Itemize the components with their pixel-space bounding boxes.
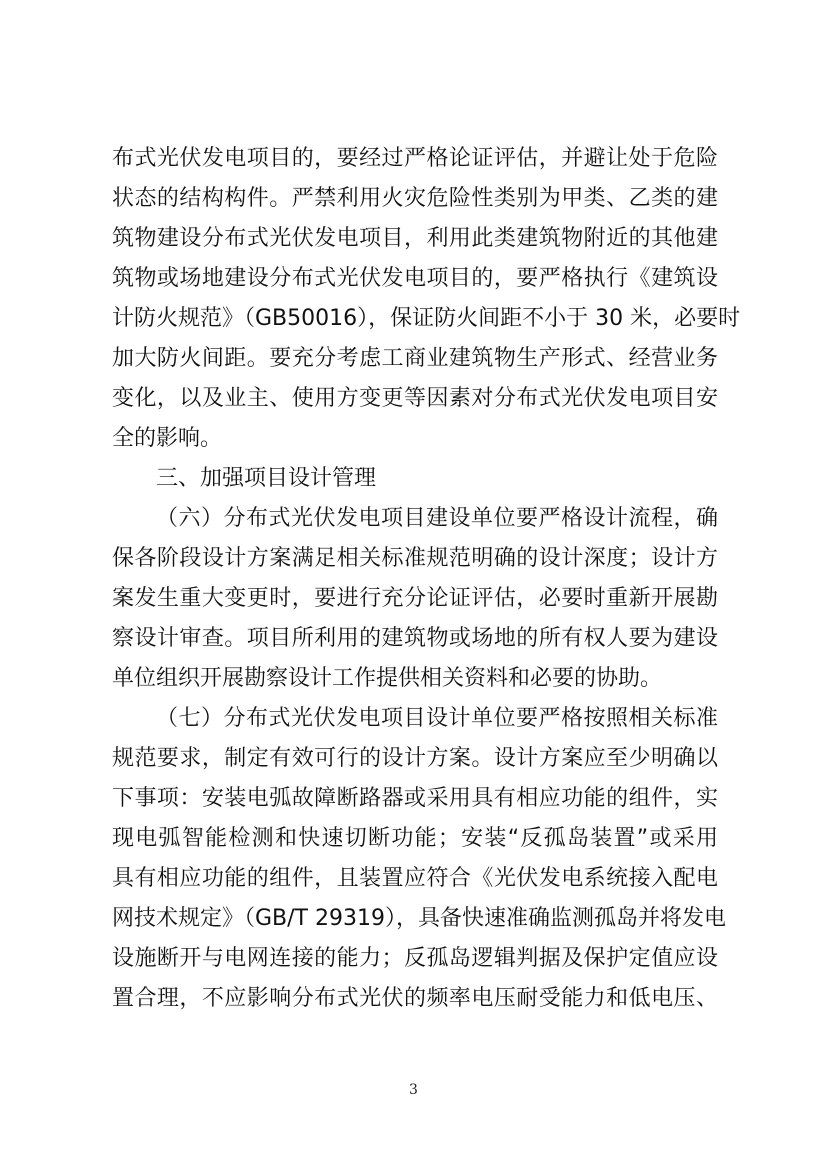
text-line: 具有相应功能的组件，且装置应符合《光伏发电系统接入配电 [112, 866, 718, 891]
text-line: 筑物建设分布式光伏发电项目，利用此类建筑物附近的其他建 [112, 226, 718, 251]
text-line: 设施断开与电网连接的能力；反孤岛逻辑判据及保护定值应设 [112, 946, 718, 971]
text-line: 置合理，不应影响分布式光伏的频率电压耐受能力和低电压、 [112, 986, 718, 1011]
body-text [112, 139, 741, 1019]
text-line: （六）分布式光伏发电项目建设单位要严格设计流程，确 [156, 506, 718, 531]
text-line: 网技术规定》（GB/T 29319），具备快速准确监测孤岛并将发电 [112, 906, 726, 931]
text-line: 变化，以及业主、使用方变更等因素对分布式光伏发电项目安 [112, 386, 718, 411]
text-line: 察设计审查。项目所利用的建筑物或场地的所有权人要为建设 [112, 626, 718, 651]
page-number: 3 [409, 1082, 418, 1098]
text-line: 保各阶段设计方案满足相关标准规范明确的设计深度；设计方 [112, 546, 718, 571]
text-line: 计防火规范》（GB50016），保证防火间距不小于 30 米，必要时 [112, 306, 741, 331]
text-line: 单位组织开展勘察设计工作提供相关资料和必要的协助。 [112, 666, 663, 691]
text-line: 现电弧智能检测和快速切断功能；安装“反孤岛装置”或采用 [112, 826, 718, 851]
text-line: 案发生重大变更时，要进行充分论证评估，必要时重新开展勘 [112, 586, 718, 611]
text-line: 规范要求，制定有效可行的设计方案。设计方案应至少明确以 [112, 746, 718, 771]
text-line: （七）分布式光伏发电项目设计单位要严格按照相关标准 [156, 706, 718, 731]
text-line: 状态的结构构件。严禁利用火灾危险性类别为甲类、乙类的建 [112, 186, 718, 211]
section-heading: 三、加强项目设计管理 [156, 466, 377, 491]
text-line: 加大防火间距。要充分考虑工商业建筑物生产形式、经营业务 [112, 346, 718, 371]
text-line: 筑物或场地建设分布式光伏发电项目的，要严格执行《建筑设 [112, 266, 718, 291]
text-line: 下事项：安装电弧故障断路器或采用具有相应功能的组件，实 [112, 786, 718, 811]
text-line: 全的影响。 [112, 426, 223, 451]
text-line: 布式光伏发电项目的，要经过严格论证评估，并避让处于危险 [112, 146, 718, 171]
